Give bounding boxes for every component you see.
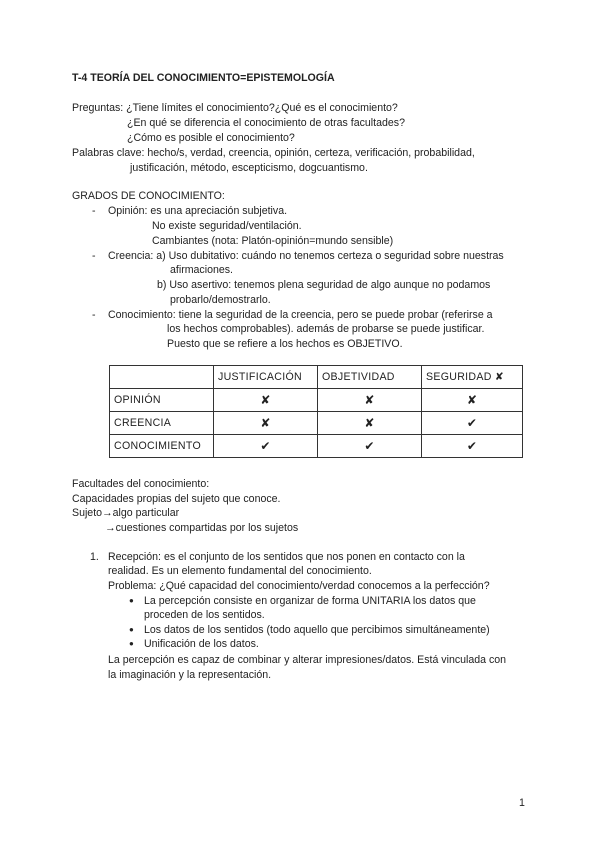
cross-icon: ✘ bbox=[214, 389, 318, 412]
opinion-text: Opinión: es una apreciación subjetiva. bbox=[108, 205, 288, 217]
bullet-icon: ● bbox=[129, 596, 134, 605]
creencia-text: b) Uso asertivo: tenemos plena seguridad de algo aunque no podamos bbox=[157, 279, 491, 291]
recepcion-text: Recepción: es el conjunto de los sentidos que nos ponen en contacto con la bbox=[108, 551, 465, 563]
closing-text: La percepción es capaz de combinar y alterar impresiones/datos. Está vinculada con bbox=[108, 654, 507, 666]
bullet-icon: ● bbox=[129, 639, 134, 648]
bullet-text: La percepción consiste en organizar de forma UNITARIA los datos que bbox=[144, 595, 476, 607]
table-header bbox=[110, 366, 214, 389]
table-row bbox=[110, 412, 523, 435]
bullet-text: Los datos de los sentidos (todo aquello que percibimos simultáneamente) bbox=[144, 624, 490, 636]
opinion-text: Cambiantes (nota: Platón-opinión=mundo sensible) bbox=[152, 235, 394, 247]
table-row bbox=[110, 389, 523, 412]
palabras-clave: justificación, método, escepticismo, dogcuantismo. bbox=[130, 162, 368, 174]
conocimiento-text: Conocimiento: tiene la seguridad de la creencia, pero se puede probar (referirse a bbox=[108, 309, 493, 321]
row-label: CONOCIMIENTO bbox=[110, 435, 214, 458]
grados-heading: GRADOS DE CONOCIMIENTO: bbox=[72, 190, 225, 202]
bullet-icon: ● bbox=[129, 625, 134, 634]
conocimiento-text: Puesto que se refiere a los hechos es OBJETIVO. bbox=[167, 338, 403, 350]
dash-marker: - bbox=[92, 205, 96, 217]
cross-icon: ✘ bbox=[214, 412, 318, 435]
preguntas-line: Preguntas: ¿Tiene límites el conocimiento?¿Qué es el conocimiento? bbox=[72, 102, 398, 114]
cross-icon: ✘ bbox=[318, 389, 422, 412]
document-title: T-4 TEORÍA DEL CONOCIMIENTO=EPISTEMOLOGÍA bbox=[72, 72, 335, 84]
dash-marker: - bbox=[92, 309, 96, 321]
cross-icon: ✘ bbox=[422, 389, 523, 412]
table-header: JUSTIFICACIÓN bbox=[214, 366, 318, 389]
closing-text: la imaginación y la representación. bbox=[108, 669, 272, 681]
facultades-line: Sujeto→algo particular bbox=[72, 507, 180, 519]
table-header-row bbox=[110, 366, 523, 389]
creencia-text: Creencia: a) Uso dubitativo: cuándo no tenemos certeza o seguridad sobre nuestras bbox=[108, 250, 504, 262]
bullet-text: proceden de los sentidos. bbox=[144, 609, 265, 621]
opinion-text: No existe seguridad/ventilación. bbox=[152, 220, 302, 232]
grados-table bbox=[109, 365, 523, 458]
facultades-line: Capacidades propias del sujeto que conoce. bbox=[72, 493, 281, 505]
recepcion-text: Problema: ¿Qué capacidad del conocimiento/verdad conocemos a la perfección? bbox=[108, 580, 490, 592]
recepcion-text: realidad. Es un elemento fundamental del conocimiento. bbox=[108, 565, 372, 577]
palabras-clave: Palabras clave: hecho/s, verdad, creencia, opinión, certeza, verificación, probabilidad, bbox=[72, 147, 475, 159]
cross-icon: ✘ bbox=[318, 412, 422, 435]
table-header: OBJETIVIDAD bbox=[318, 366, 422, 389]
row-label: CREENCIA bbox=[110, 412, 214, 435]
facultades-line: Facultades del conocimiento: bbox=[72, 478, 210, 490]
check-icon: ✔ bbox=[422, 435, 523, 458]
creencia-text: probarlo/demostrarlo. bbox=[170, 294, 271, 306]
facultades-line: →cuestiones compartidas por los sujetos bbox=[105, 522, 299, 534]
check-icon: ✔ bbox=[214, 435, 318, 458]
check-icon: ✔ bbox=[318, 435, 422, 458]
row-label: OPINIÓN bbox=[110, 389, 214, 412]
page-number: 1 bbox=[519, 797, 525, 809]
table-row bbox=[110, 435, 523, 458]
check-icon: ✔ bbox=[422, 412, 523, 435]
bullet-text: Unificación de los datos. bbox=[144, 638, 259, 650]
conocimiento-text: los hechos comprobables). además de probarse se puede justificar. bbox=[167, 323, 485, 335]
creencia-text: afirmaciones. bbox=[170, 264, 233, 276]
preguntas-line: ¿En qué se diferencia el conocimiento de otras facultades? bbox=[127, 117, 405, 129]
list-number: 1. bbox=[90, 551, 99, 563]
table-header: SEGURIDAD ✘ bbox=[422, 366, 523, 389]
preguntas-line: ¿Cómo es posible el conocimiento? bbox=[127, 132, 295, 144]
dash-marker: - bbox=[92, 250, 96, 262]
